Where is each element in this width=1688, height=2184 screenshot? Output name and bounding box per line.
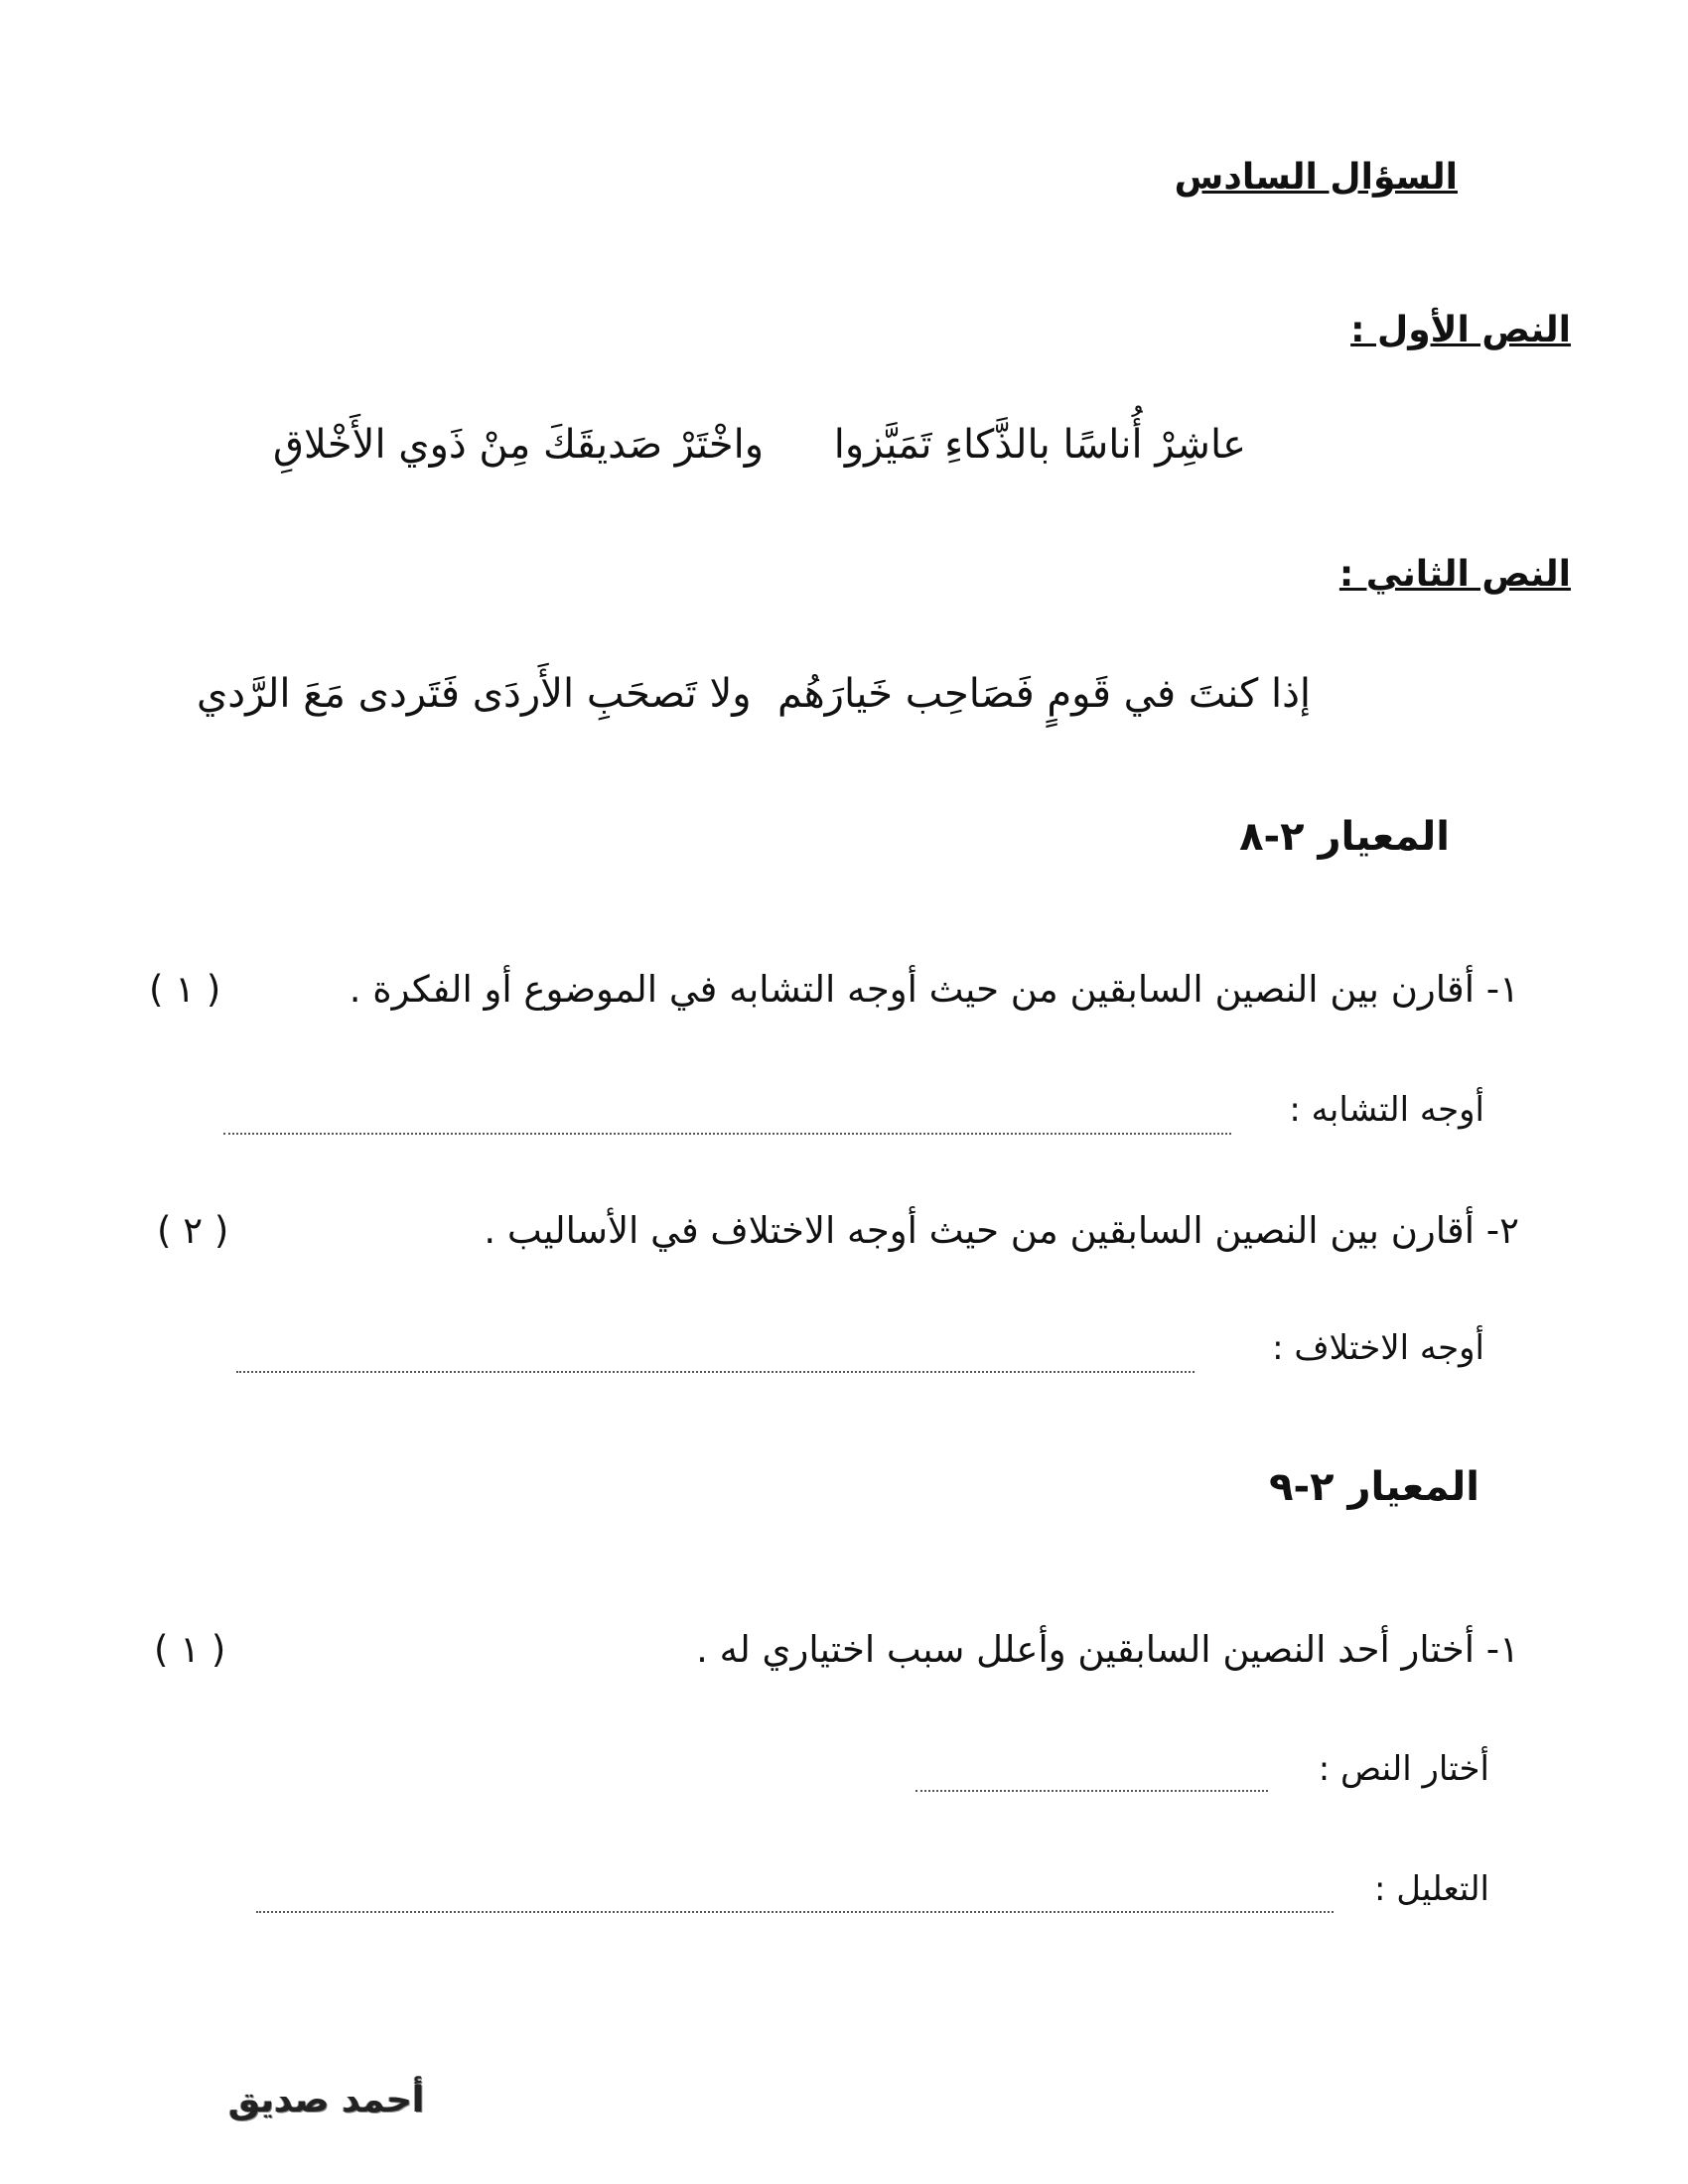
answer-similarity-line[interactable] — [223, 1132, 1231, 1135]
question-2-marks: ( ٢ ) — [157, 1209, 229, 1252]
text1-heading: النص الأول : — [1350, 310, 1571, 350]
text2-hemistich-right: إذا كنتَ في قَومٍ فَصَاحِب خَيارَهُم — [776, 671, 1311, 717]
answer-reason-label: التعليل : — [1374, 1869, 1489, 1909]
answer-chosen-text-label: أختار النص : — [1318, 1749, 1489, 1789]
text2-hemistich-left: ولا تَصحَبِ الأَردَى فَتَردى مَعَ الرَّدي — [197, 671, 752, 717]
answer-reason-line[interactable] — [256, 1910, 1334, 1913]
answer-similarity-label: أوجه التشابه : — [1289, 1090, 1484, 1130]
text1-hemistich-right: عاشِرْ أُناسًا بالذَّكاءِ تَمَيَّزوا — [833, 422, 1246, 468]
question-1-text: ١- أقارن بين النصين السابقين من حيث أوجه التشابه في الموضوع أو الفكرة . — [349, 968, 1519, 1011]
question-3-marks: ( ١ ) — [154, 1628, 226, 1671]
text1-hemistich-left: واخْتَرْ صَديقَكَ مِنْ ذَوي الأَخْلاقِ — [273, 422, 765, 468]
standard-9-label: المعيار ٢-٩ — [1269, 1464, 1479, 1510]
question-1-marks: ( ١ ) — [149, 968, 221, 1011]
question-3-text: ١- أختار أحد النصين السابقين وأعلل سبب اختياري له . — [696, 1628, 1519, 1671]
answer-difference-label: أوجه الاختلاف : — [1272, 1328, 1484, 1368]
author-signature: أحمد صديق — [228, 2080, 425, 2120]
text2-heading: النص الثاني : — [1338, 554, 1571, 595]
page-title: السؤال السادس — [1174, 157, 1458, 198]
standard-8-label: المعيار ٢-٨ — [1239, 814, 1450, 860]
answer-difference-line[interactable] — [236, 1370, 1195, 1373]
answer-chosen-text-line[interactable] — [915, 1789, 1268, 1792]
question-2-text: ٢- أقارن بين النصين السابقين من حيث أوجه الاختلاف في الأساليب . — [484, 1209, 1519, 1252]
